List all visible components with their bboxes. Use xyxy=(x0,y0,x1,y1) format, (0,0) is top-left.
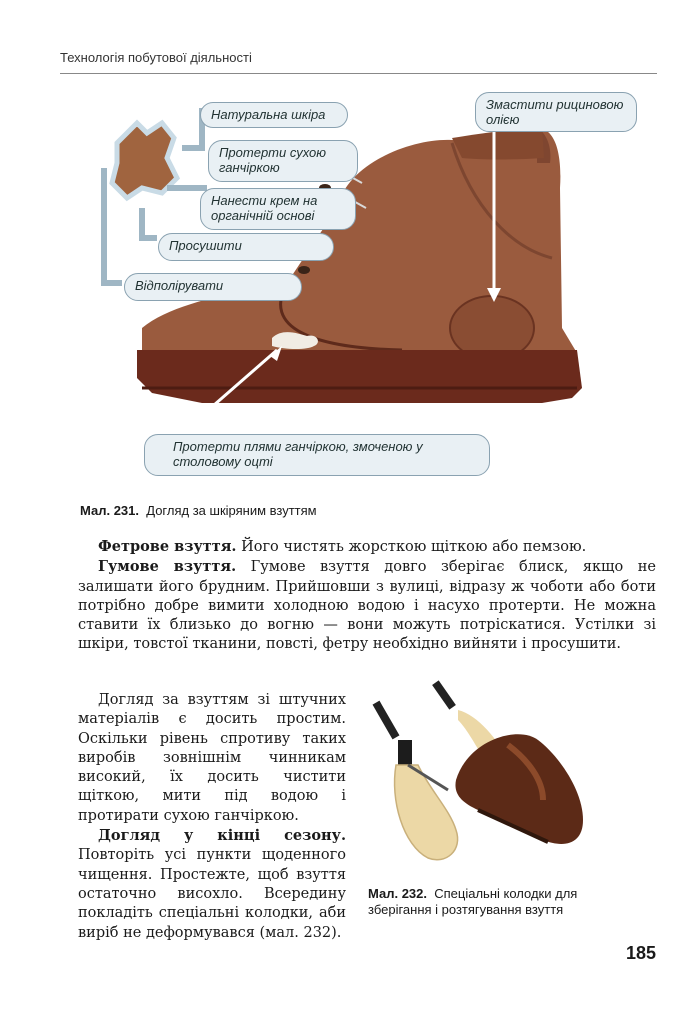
caption-text: Догляд за шкіряним взуттям xyxy=(146,503,317,518)
term-rubber: Гумове взуття. xyxy=(98,558,237,576)
figure-231-caption xyxy=(80,503,317,519)
caption-text: Спеціальні колодки для зберігання і розтягування взуття xyxy=(368,886,578,917)
figure-231 xyxy=(82,88,664,488)
paragraph-season-end xyxy=(78,826,346,943)
body-text-full xyxy=(78,537,656,655)
callout-wipe-dry: Протерти сухою ганчіркою xyxy=(208,140,358,182)
text-season-end: Повторіть усі пункти щоденного чищення. Простежте, щоб взуття остаточно висохло. Всередину покладіть спеціальні колодки, аби виріб не деформувався (мал. 232). xyxy=(78,847,346,941)
callout-castor-oil: Змастити рициновою олією xyxy=(475,92,637,132)
figure-232-caption xyxy=(368,886,598,918)
callout-polish: Відполірувати xyxy=(124,273,302,301)
paragraph-rubber xyxy=(78,557,656,654)
callout-dry: Просушити xyxy=(158,233,334,261)
shoe-tree-left xyxy=(373,701,458,860)
paragraph-felt xyxy=(78,537,656,557)
term-season-end: Догляд у кінці сезону. xyxy=(98,827,346,845)
callout-vinegar-stains: Протерти плями ганчіркою, змоченою у столовому оцті xyxy=(144,434,490,476)
body-text-column xyxy=(78,691,346,943)
text-rubber: Гумове взуття довго зберігає блиск, якщо не залишати його брудним. Прийшовши з вулиці, відразу ж чоботи або боти потрібно добре вимити холодною водою і насухо протерти. Не можна ставити їх близько до вогню — вони можуть потріскатися. Устілки зі шкіри, товстої тканини, повсті, фетру необхідно вийняти і просушити. xyxy=(78,559,657,653)
boot-sole xyxy=(137,350,582,403)
figure-232 xyxy=(368,670,598,870)
paragraph-synthetic: Догляд за взуттям зі штучних матеріалів є досить простим. Оскільки рівень спротиву таких виробів зовнішнім чинникам високий, їх досить чистити щіткою, мити під водою і протирати сухою ганчіркою. xyxy=(78,692,346,824)
caption-number: Мал. 232. xyxy=(368,886,428,901)
term-felt: Фетрове взуття. xyxy=(98,538,237,555)
callout-apply-cream: Нанести крем на органічній основі xyxy=(200,188,356,230)
caption-number: Мал. 231. xyxy=(80,503,140,518)
text-felt: Його чистять жорсткою щіткою або пемзою. xyxy=(236,539,587,555)
callout-natural-leather: Натуральна шкіра xyxy=(200,102,348,128)
page-number: 185 xyxy=(625,943,656,963)
shoe-trees-photo xyxy=(368,670,598,870)
running-header: Технологія побутової діяльності xyxy=(60,50,252,65)
loafer-shoe xyxy=(455,734,583,844)
header-rule xyxy=(60,73,657,74)
